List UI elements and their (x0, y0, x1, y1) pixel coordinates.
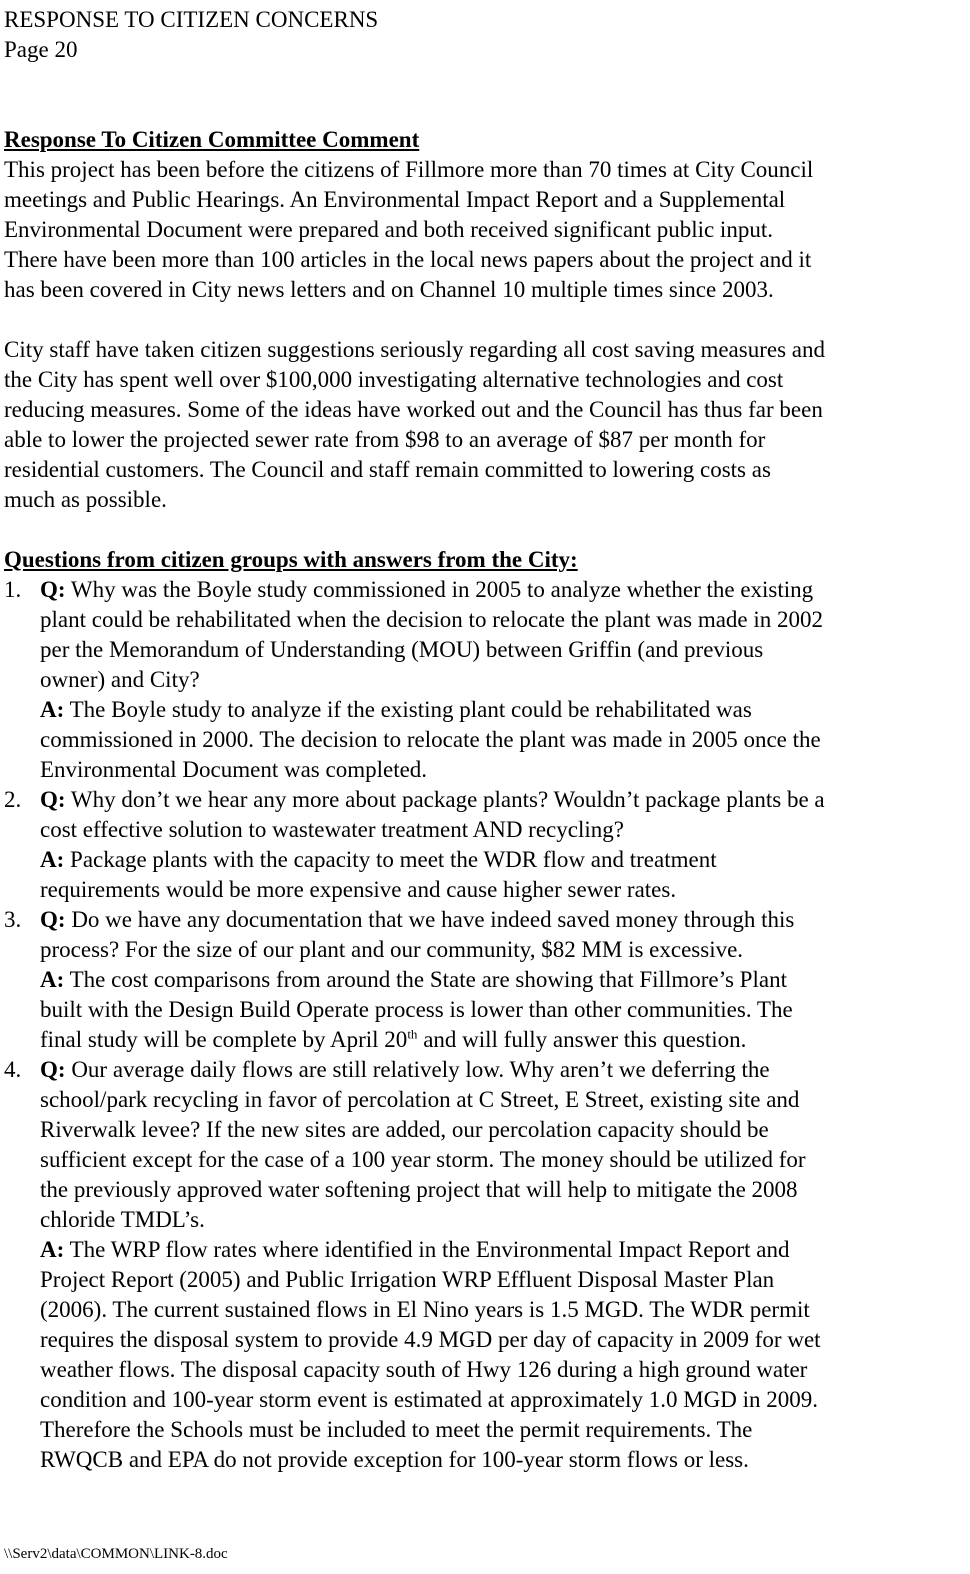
answer-line (40, 1235, 954, 1265)
question-label: Q: (40, 787, 66, 812)
footer-file-path: \\Serv2\data\COMMON\LINK-8.doc (4, 1546, 228, 1562)
answer-text: RWQCB and EPA do not provide exception for 100-year storm flows or less. (40, 1447, 749, 1472)
answer-text: The cost comparisons from around the State are showing that Fillmore’s Plant (69, 967, 787, 992)
question-text: Riverwalk levee? If the new sites are added, our percolation capacity should be (40, 1117, 769, 1142)
question-line (40, 1205, 954, 1235)
question-text: Why was the Boyle study commissioned in 2005 to analyze whether the existing (70, 577, 814, 602)
qa-item (4, 905, 954, 1055)
answer-text: The WRP flow rates where identified in the Environmental Impact Report and (69, 1237, 790, 1262)
question-line (40, 665, 954, 695)
question-line (40, 785, 954, 815)
answer-text: condition and 100-year storm event is estimated at approximately 1.0 MGD in 2009. (40, 1387, 819, 1412)
answer-text: and will fully answer this question. (417, 1027, 747, 1052)
answer-label: A: (40, 967, 65, 992)
spacer (4, 65, 954, 125)
paragraph-line: meetings and Public Hearings. An Environmental Impact Report and a Supplemental (4, 187, 786, 212)
answer-line (40, 845, 954, 875)
answer-line (40, 725, 954, 755)
answer-line (40, 1325, 954, 1355)
question-line (40, 935, 954, 965)
question-text: Our average daily flows are still relatively low. Why aren’t we deferring the (71, 1057, 770, 1082)
question-line (40, 1145, 954, 1175)
answer-line (40, 1415, 954, 1445)
answer-line (40, 875, 954, 905)
qa-item-number: 3. (4, 907, 22, 932)
question-label: Q: (40, 1057, 66, 1082)
answer-line (40, 995, 954, 1025)
answer-line (40, 755, 954, 785)
paragraph-line: reducing measures. Some of the ideas have worked out and the Council has thus far been (4, 397, 823, 422)
question-line (40, 1055, 954, 1085)
paragraph-line: much as possible. (4, 487, 167, 512)
question-text: owner) and City? (40, 667, 200, 692)
answer-line (40, 695, 954, 725)
question-line (40, 635, 954, 665)
answer-label: A: (40, 697, 65, 722)
paragraph-line: This project has been before the citizens of Fillmore more than 70 times at City Council (4, 157, 814, 182)
spacer (4, 305, 954, 335)
answer-line (40, 1355, 954, 1385)
questions-heading: Questions from citizen groups with answers from the City: (4, 547, 578, 572)
committee-heading: Response To Citizen Committee Comment (4, 127, 420, 152)
question-text: school/park recycling in favor of percolation at C Street, E Street, existing site and (40, 1087, 800, 1112)
paragraph-line: able to lower the projected sewer rate from $98 to an average of $87 per month for (4, 427, 766, 452)
paragraph-line: City staff have taken citizen suggestions seriously regarding all cost saving measures and (4, 337, 825, 362)
answer-text: requirements would be more expensive and cause higher sewer rates. (40, 877, 677, 902)
question-text: the previously approved water softening project that will help to mitigate the 2008 (40, 1177, 798, 1202)
question-label: Q: (40, 907, 66, 932)
answer-text: Project Report (2005) and Public Irrigation WRP Effluent Disposal Master Plan (40, 1267, 775, 1292)
question-line (40, 605, 954, 635)
question-text: chloride TMDL’s. (40, 1207, 205, 1232)
paragraph-line: the City has spent well over $100,000 investigating alternative technologies and cost (4, 367, 784, 392)
answer-line (40, 1295, 954, 1325)
question-line (40, 1085, 954, 1115)
answer-line (40, 1025, 954, 1055)
answer-text: Environmental Document was completed. (40, 757, 428, 782)
qa-item-number: 1. (4, 577, 22, 602)
question-text: cost effective solution to wastewater treatment AND recycling? (40, 817, 624, 842)
page-number: Page 20 (4, 37, 78, 62)
answer-text: The Boyle study to analyze if the existing plant could be rehabilitated was (69, 697, 752, 722)
paragraph-line: has been covered in City news letters and on Channel 10 multiple times since 2003. (4, 277, 774, 302)
answer-text: (2006). The current sustained flows in El Nino years is 1.5 MGD. The WDR permit (40, 1297, 810, 1322)
answer-text: weather flows. The disposal capacity south of Hwy 126 during a high ground water (40, 1357, 808, 1382)
question-text: per the Memorandum of Understanding (MOU) between Griffin (and previous (40, 637, 764, 662)
committee-paragraph-2 (4, 335, 954, 515)
question-line (40, 575, 954, 605)
answer-line (40, 965, 954, 995)
answer-line (40, 1265, 954, 1295)
spacer (4, 515, 954, 545)
committee-paragraph-1 (4, 155, 954, 305)
answer-line (40, 1385, 954, 1415)
question-text: plant could be rehabilitated when the decision to relocate the plant was made in 2002 (40, 607, 824, 632)
answer-text: commissioned in 2000. The decision to relocate the plant was made in 2005 once the (40, 727, 821, 752)
paragraph-line: residential customers. The Council and staff remain committed to lowering costs as (4, 457, 771, 482)
question-label: Q: (40, 577, 66, 602)
qa-item (4, 785, 954, 905)
answer-text: Package plants with the capacity to meet the WDR flow and treatment (70, 847, 717, 872)
answer-text: Therefore the Schools must be included to meet the permit requirements. The (40, 1417, 753, 1442)
question-text: process? For the size of our plant and our community, $82 MM is excessive. (40, 937, 744, 962)
question-line (40, 1115, 954, 1145)
qa-item-number: 4. (4, 1057, 22, 1082)
question-text: Do we have any documentation that we have indeed saved money through this (71, 907, 795, 932)
answer-label: A: (40, 1237, 65, 1262)
question-line (40, 905, 954, 935)
document-title: RESPONSE TO CITIZEN CONCERNS (4, 7, 379, 32)
question-line (40, 815, 954, 845)
document-page (4, 5, 954, 1475)
ordinal-suffix: th (407, 1026, 418, 1042)
answer-text: built with the Design Build Operate process is lower than other communities. The (40, 997, 793, 1022)
paragraph-line: Environmental Document were prepared and both received significant public input. (4, 217, 773, 242)
answer-text: final study will be complete by April 20 (40, 1027, 408, 1052)
answer-line (40, 1445, 954, 1475)
answer-text: requires the disposal system to provide 4.9 MGD per day of capacity in 2009 for wet (40, 1327, 821, 1352)
paragraph-line: There have been more than 100 articles in the local news papers about the project and it (4, 247, 812, 272)
question-line (40, 1175, 954, 1205)
question-text: sufficient except for the case of a 100 year storm. The money should be utilized for (40, 1147, 806, 1172)
question-text: Why don’t we hear any more about package plants? Wouldn’t package plants be a (70, 787, 825, 812)
qa-item-number: 2. (4, 787, 22, 812)
answer-label: A: (40, 847, 65, 872)
qa-list (4, 575, 954, 1475)
qa-item (4, 1055, 954, 1475)
qa-item (4, 575, 954, 785)
